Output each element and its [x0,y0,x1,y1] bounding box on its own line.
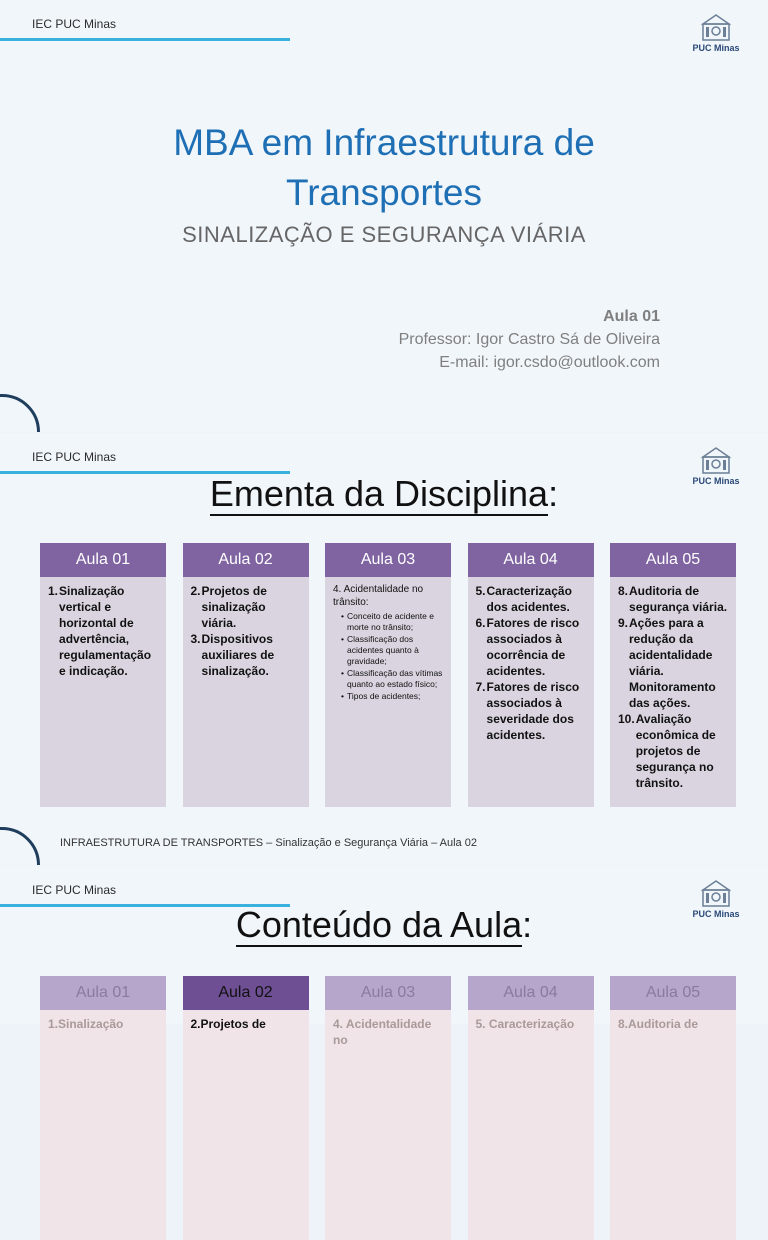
column-body: 5. Caracterização [468,1010,594,1240]
item-text: Auditoria de segurança viária. [629,584,728,614]
heading-suffix: : [548,473,559,514]
item-text: Ações para a redução da acidentalidade viária. Monitoramento das ações. [629,616,716,710]
column-body [40,577,166,807]
content-column-aula-04 [468,976,594,1240]
title-line-1: MBA em Infraestrutura de [173,122,595,163]
syllabus-slide [0,433,768,865]
syllabus-item [618,711,730,791]
brand-label: IEC PUC Minas [32,883,117,897]
bullet-item: • Classificação das vítimas quanto ao estado físico; [341,668,445,690]
syllabus-column-aula-04 [468,543,594,807]
item-text: Fatores de risco associados à ocorrência de acidentes. [486,616,580,678]
syllabus-column-aula-03 [325,543,451,807]
logo-text: PUC Minas [692,909,740,919]
column-header: Aula 05 [610,976,736,1010]
professor-name: Professor: Igor Castro Sá de Oliveira [398,331,660,348]
item-text: Sinalização vertical e horizontal de advertência, regulamentação e indicação. [59,584,152,678]
heading-suffix: : [522,904,533,945]
syllabus-item [618,583,730,615]
column-header: Aula 04 [468,543,594,577]
column-header: Aula 04 [468,976,594,1010]
item-number: 5. [475,584,486,598]
professor-email: E-mail: igor.csdo@outlook.com [439,354,660,371]
brand-label: IEC PUC Minas [32,450,117,464]
title-line-2: Transportes [285,172,483,213]
column-header: Aula 05 [610,543,736,577]
column-header: Aula 01 [40,543,166,577]
section-heading [0,473,768,515]
item-text: Fatores de risco associados à severidade dos acidentes. [486,680,580,742]
item-number: 6. [475,616,486,630]
logo-text: PUC Minas [692,476,740,486]
item-number: 10. [618,712,635,726]
lesson-meta [399,305,660,374]
syllabus-item [618,615,730,711]
bullet-item: • Classificação dos acidentes quanto à gravidade; [341,634,445,667]
column-header: Aula 03 [325,976,451,1010]
syllabus-item [191,583,303,631]
lesson-number: Aula 01 [603,308,660,325]
heading-text: Conteúdo da Aula [235,904,523,945]
content-slide [0,866,768,1047]
brand-underline [0,38,290,41]
heading-text: Ementa da Disciplina [209,473,549,514]
item-number: 3. [190,632,201,646]
item-number: 2. [190,584,201,598]
item-text: Avaliação econômica de projetos de segurança no trânsito. [635,712,716,790]
item-text: Projetos de sinalização viária. [201,584,267,630]
section-heading [0,904,768,946]
column-body: 2.Projetos de [183,1010,309,1240]
column-header: Aula 02 [183,976,309,1010]
syllabus-columns [40,543,736,807]
crest-icon [699,12,733,42]
content-column-aula-01 [40,976,166,1240]
item-number: 8. [618,584,629,598]
bullet-item: • Conceito de acidente e morte no trânsito; [341,611,445,633]
item-number: 9. [618,616,629,630]
content-columns [40,976,736,1240]
syllabus-item [191,631,303,679]
column-body: 4. Acidentalidade no [325,1010,451,1240]
syllabus-item [476,615,588,679]
column-header: Aula 01 [40,976,166,1010]
column-body [468,577,594,807]
item-text: Dispositivos auxiliares de sinalização. [201,632,275,678]
page-subtitle: SINALIZAÇÃO E SEGURANÇA VIÁRIA [182,222,586,247]
syllabus-item [476,583,588,615]
item-text: Caracterização dos acidentes. [486,584,572,614]
content-column-aula-03 [325,976,451,1240]
syllabus-item [476,679,588,743]
column-body [610,577,736,807]
syllabus-column-aula-02 [183,543,309,807]
syllabus-column-aula-05 [610,543,736,807]
bullet-list [333,611,445,702]
syllabus-item [48,583,160,679]
crest-icon [699,445,733,475]
column-body: 8.Auditoria de [610,1010,736,1240]
puc-minas-logo [688,12,744,53]
syllabus-item-intro: 4. Acidentalidade no trânsito: [333,584,424,608]
column-body [183,577,309,807]
logo-text: PUC Minas [692,43,740,53]
brand-label: IEC PUC Minas [32,17,117,31]
item-number: 1. [48,584,59,598]
item-number: 7. [475,680,486,694]
content-column-aula-02 [183,976,309,1240]
content-column-aula-05 [610,976,736,1240]
title-slide [0,0,768,432]
column-header: Aula 03 [325,543,451,577]
column-body [325,577,451,807]
column-body: 1.Sinalização [40,1010,166,1240]
syllabus-column-aula-01 [40,543,166,807]
slide-footer: INFRAESTRUTURA DE TRANSPORTES – Sinalização e Segurança Viária – Aula 02 [60,837,477,849]
bullet-item: • Tipos de acidentes; [341,691,445,702]
column-header: Aula 02 [183,543,309,577]
page-title [0,118,768,218]
